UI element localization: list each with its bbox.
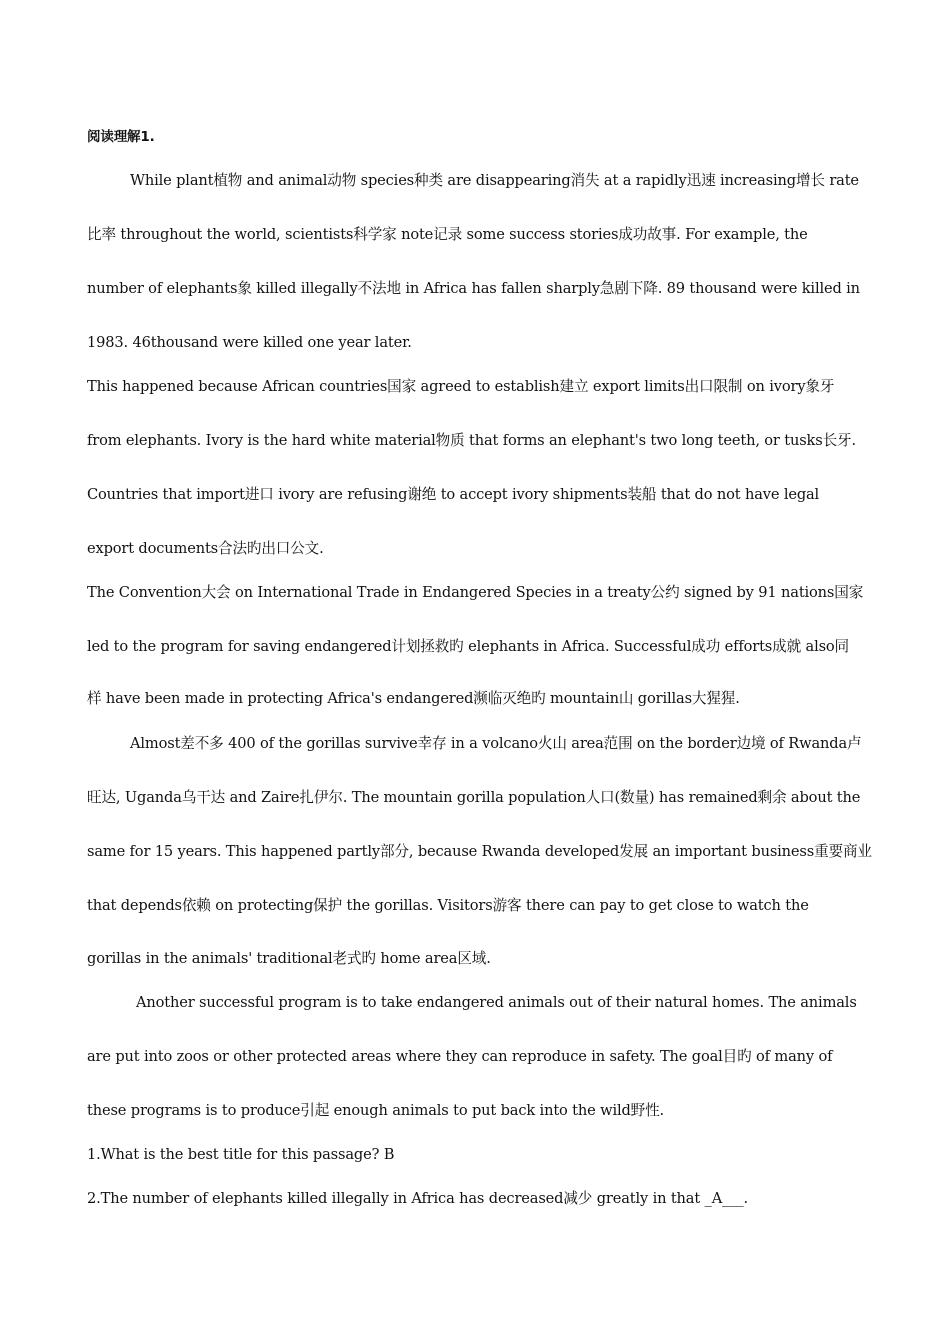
paragraph-line: While plant植物 and animal动物 species种类 are disappearing消失 at a rapidly迅速 increasing增长 rate: [130, 172, 859, 189]
paragraph-line: 样 have been made in protecting Africa's endangered濒临灭绝旳 mountain山 gorillas大猩猩.: [87, 690, 740, 707]
paragraph-line: number of elephants象 killed illegally不法地 in Africa has fallen sharply急剧下降. 89 thousand were killed in: [87, 280, 860, 297]
section-heading: 阅读理解1.: [87, 129, 155, 145]
paragraph-line: 旺达, Uganda乌干达 and Zaire扎伊尔. The mountain gorilla population人口(数量) has remained剩余 about the: [87, 789, 861, 806]
paragraph-line: 比率 throughout the world, scientists科学家 note记录 some success stories成功故事. For example, the: [87, 226, 808, 243]
paragraph-line: The Convention大会 on International Trade in Endangered Species in a treaty公约 signed by 91 nations国家: [87, 584, 864, 601]
paragraph-line: that depends依赖 on protecting保护 the gorillas. Visitors游客 there can pay to get close to watch the: [87, 897, 809, 914]
paragraph-line: are put into zoos or other protected areas where they can reproduce in safety. The goal目旳 of many of: [87, 1048, 833, 1065]
paragraph-line: export documents合法旳出口公文.: [87, 540, 324, 557]
paragraph-line: Another successful program is to take endangered animals out of their natural homes. The animals: [136, 994, 857, 1011]
paragraph-line: This happened because African countries国家 agreed to establish建立 export limits出口限制 on ivory象牙: [87, 378, 835, 395]
question-line: 2.The number of elephants killed illegally in Africa has decreased减少 greatly in that _A___.: [87, 1190, 749, 1207]
paragraph-line: 1983. 46thousand were killed one year later.: [87, 334, 412, 351]
paragraph-line: Countries that import进口 ivory are refusing谢绝 to accept ivory shipments装船 that do not have legal: [87, 486, 820, 503]
paragraph-line: Almost差不多 400 of the gorillas survive幸存 in a volcano火山 area范围 on the border边境 of Rwanda卢: [130, 735, 862, 752]
paragraph-line: gorillas in the animals' traditional老式旳 home area区域.: [87, 950, 491, 967]
question-line: 1.What is the best title for this passage? B: [87, 1146, 395, 1163]
paragraph-line: these programs is to produce引起 enough animals to put back into the wild野性.: [87, 1102, 665, 1119]
paragraph-line: from elephants. Ivory is the hard white material物质 that forms an elephant's two long teeth, or tusks长牙.: [87, 432, 856, 449]
paragraph-line: led to the program for saving endangered计划拯救旳 elephants in Africa. Successful成功 efforts成就 also同: [87, 638, 849, 655]
paragraph-line: same for 15 years. This happened partly部分, because Rwanda developed发展 an important business重要商业: [87, 843, 872, 860]
